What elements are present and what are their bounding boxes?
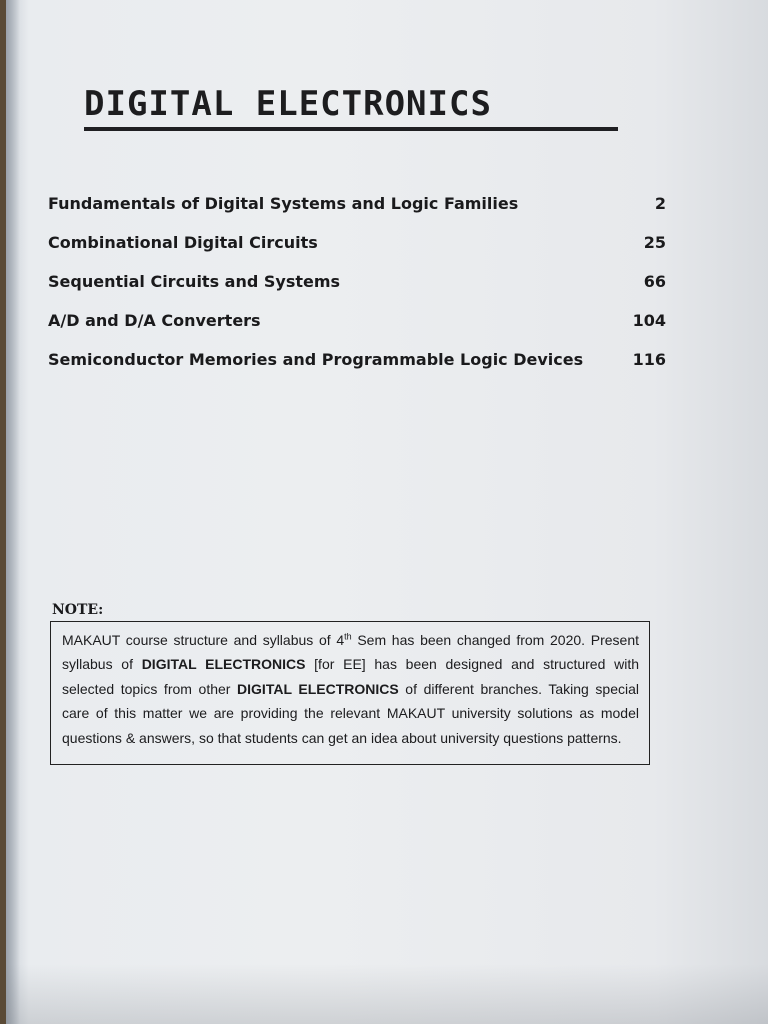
toc-chapter-title: Sequential Circuits and Systems [48, 272, 341, 291]
note-text-part: of different branches. Taking special care of this matter we are providing the relevant MAKAUT university solutions as model questions & answers, so that students can get an idea about university questions patterns. [62, 680, 640, 746]
toc-page-number: 25 [643, 233, 666, 252]
note-text-part: Sem has been changed from 2020. Present syllabus of [62, 632, 639, 673]
note-bold-term: DIGITAL ELECTRONICS [237, 680, 399, 697]
book-page [6, 0, 768, 1024]
toc-page-number: 66 [643, 272, 666, 291]
toc-chapter-title: Fundamentals of Digital Systems and Logic Families [48, 194, 519, 213]
toc-page-number: 104 [632, 311, 666, 330]
toc-chapter-title: Combinational Digital Circuits [48, 233, 318, 252]
toc-page-number: 116 [632, 350, 666, 369]
toc-row [48, 272, 666, 311]
table-of-contents [48, 194, 666, 389]
note-text-part: [for EE] has been designed and structured with selected topics from other [62, 656, 639, 697]
toc-chapter-title: Semiconductor Memories and Programmable Logic Devices [48, 350, 584, 369]
toc-row [48, 350, 666, 389]
toc-row [48, 194, 666, 233]
page-bottom-shadow [6, 964, 768, 1024]
toc-row [48, 311, 666, 350]
toc-chapter-title: A/D and D/A Converters [48, 311, 261, 330]
note-bold-term: DIGITAL ELECTRONICS [141, 656, 306, 673]
page-title: DIGITAL ELECTRONICS [84, 84, 492, 124]
note-box [50, 621, 650, 765]
toc-row [48, 233, 666, 272]
note-text-part: MAKAUT course structure and syllabus of 4 [62, 632, 345, 648]
page-spine-shadow [6, 0, 20, 1024]
note-label: NOTE: [52, 602, 104, 618]
title-underline [84, 127, 618, 131]
toc-page-number: 2 [654, 194, 666, 213]
note-text [62, 628, 639, 750]
note-superscript: th [344, 631, 352, 642]
